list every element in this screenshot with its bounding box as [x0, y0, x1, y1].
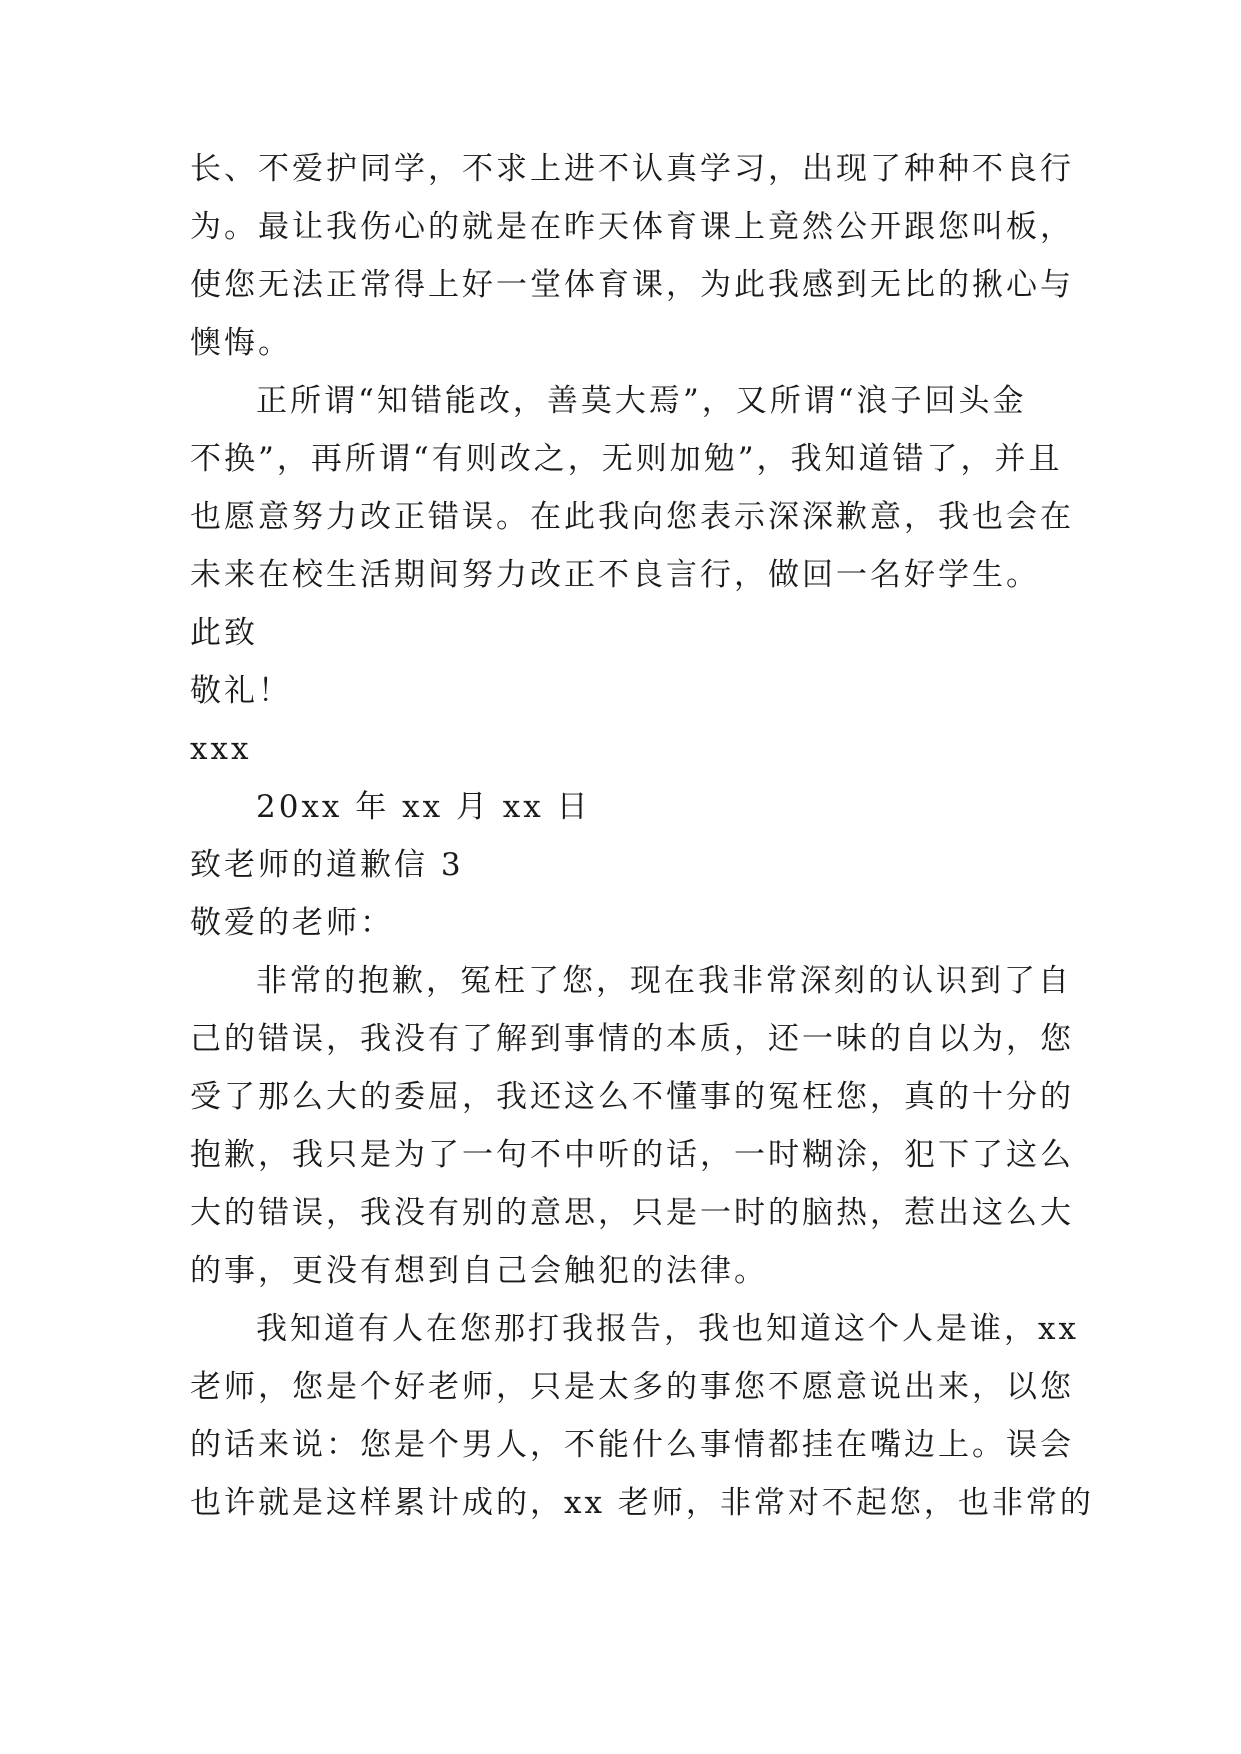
- text-line: 受了那么大的委屈，我还这么不懂事的冤枉您，真的十分的: [190, 1079, 1074, 1115]
- text-line: 我知道有人在您那打我报告，我也知道这个人是谁，xx: [256, 1311, 1079, 1347]
- text-line: 未来在校生活期间努力改正不良言行，做回一名好学生。: [190, 557, 1040, 593]
- text-line: 长、不爱护同学，不求上进不认真学习，出现了种种不良行: [190, 151, 1074, 187]
- text-line: 己的错误，我没有了解到事情的本质，还一味的自以为，您: [190, 1021, 1074, 1057]
- greeting-line: 敬爱的老师：: [190, 905, 394, 941]
- salutation-line: 敬礼！: [190, 673, 292, 709]
- date-line: 20xx 年 xx 月 xx 日: [256, 789, 591, 825]
- letter-title: 致老师的道歉信 3: [190, 847, 464, 883]
- text-line: 大的错误，我没有别的意思，只是一时的脑热，惹出这么大: [190, 1195, 1074, 1231]
- closing-line: 此致: [190, 615, 258, 651]
- text-line: 的话来说：您是个男人，不能什么事情都挂在嘴边上。误会: [190, 1427, 1074, 1463]
- text-line: 使您无法正常得上好一堂体育课，为此我感到无比的揪心与: [190, 267, 1074, 303]
- text-line: 为。最让我伤心的就是在昨天体育课上竟然公开跟您叫板，: [190, 209, 1074, 245]
- text-line: 的事，更没有想到自己会触犯的法律。: [190, 1253, 768, 1289]
- letter-body: [190, 140, 1094, 1532]
- signature: xxx: [190, 731, 252, 767]
- text-line: 也许就是这样累计成的，xx 老师，非常对不起您，也非常的: [190, 1485, 1094, 1521]
- text-line: 不换”，再所谓“有则改之，无则加勉”，我知道错了，并且: [190, 441, 1063, 477]
- text-line: 懊悔。: [190, 325, 292, 361]
- text-line: 正所谓“知错能改，善莫大焉”，又所谓“浪子回头金: [256, 383, 1027, 419]
- text-line: 也愿意努力改正错误。在此我向您表示深深歉意，我也会在: [190, 499, 1074, 535]
- text-line: 非常的抱歉，冤枉了您，现在我非常深刻的认识到了自: [256, 963, 1072, 999]
- text-line: 抱歉，我只是为了一句不中听的话，一时糊涂，犯下了这么: [190, 1137, 1074, 1173]
- text-line: 老师，您是个好老师，只是太多的事您不愿意说出来，以您: [190, 1369, 1074, 1405]
